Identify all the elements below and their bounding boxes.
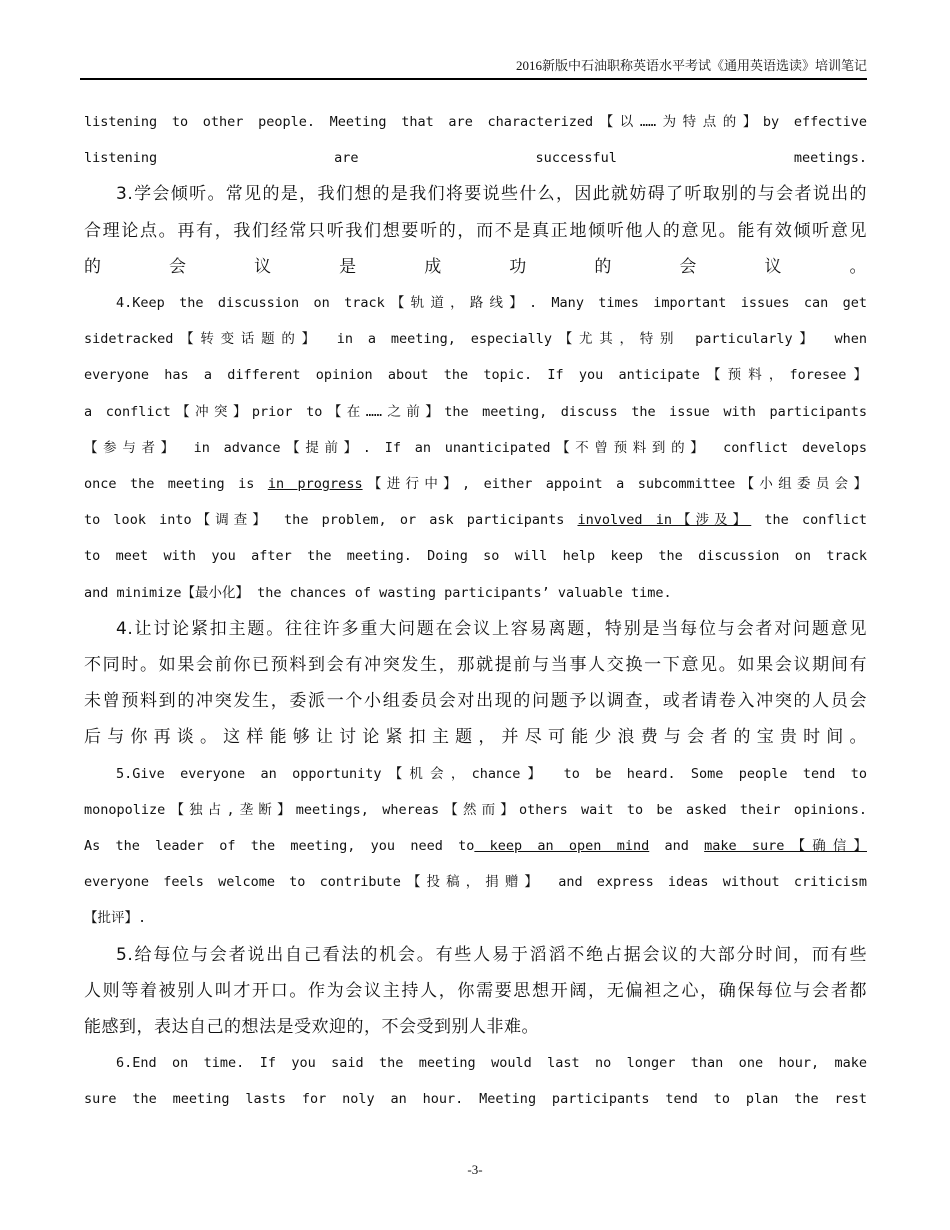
text-line: everyone has a different opinion about the topic. If you anticipate【预料，foresee】 xyxy=(84,367,867,384)
text-line: 4.让讨论紧扣主题。往往许多重大问题在会议上容易离题，特别是当每位与会者对问题意见 xyxy=(116,618,867,639)
paragraph-zh-5 xyxy=(84,937,867,1046)
text-line: listening are successful meetings. xyxy=(84,150,867,167)
text-line xyxy=(84,502,867,538)
document-body xyxy=(84,104,867,1118)
text-line: 后与你再谈。这样能够让讨论紧扣主题，并尽可能少浪费与会者的宝贵时间。 xyxy=(84,727,867,748)
text-line: sidetracked【转变话题的】 in a meeting, especially【尤其，特别 particularly】 when xyxy=(84,331,867,348)
paragraph-zh-3 xyxy=(84,176,867,285)
text-line: 不同时。如果会前你已预料到会有冲突发生，那就提前与当事人交换一下意见。如果会议期间有 xyxy=(84,655,867,676)
text-line: 5.Give everyone an opportunity【机会，chance】 to be heard. Some people tend to xyxy=(116,765,867,782)
text-segment: and xyxy=(649,838,705,855)
paragraph-en-6 xyxy=(84,1045,867,1117)
paragraph-zh-4 xyxy=(84,611,867,756)
page-number: -3- xyxy=(467,1162,483,1177)
text-line: sure the meeting lasts for noly an hour. Meeting participants tend to plan the rest xyxy=(84,1091,867,1108)
text-segment: As the leader of the meeting, you need to xyxy=(84,838,475,855)
text-line: 合理论点。再有，我们经常只听我们想要听的，而不是真正地倾听他人的意见。能有效倾听意见 xyxy=(84,220,867,241)
underlined-phrase: make sure【确信】 xyxy=(704,838,867,855)
text-segment: 【进行中】, either appoint a subcommittee【小组委员会】 xyxy=(362,476,867,493)
text-line: to meet with you after the meeting. Doing so will help keep the discussion on track xyxy=(84,548,867,565)
text-line xyxy=(84,828,867,864)
text-line: 4.Keep the discussion on track【轨道，路线】. Many times important issues can get xyxy=(116,295,867,312)
header-title: 2016新版中石油职称英语水平考试《通用英语选读》培训笔记 xyxy=(515,58,867,73)
text-line: 人则等着被别人叫才开口。作为会议主持人，你需要思想开阔，无偏袒之心，确保每位与会者都 xyxy=(84,980,867,1001)
text-segment: the conflict xyxy=(751,512,868,529)
text-line: 【批评】. xyxy=(84,910,147,927)
text-segment: to look into【调查】 the problem, or ask participants xyxy=(84,512,578,529)
text-line: a conflict【冲突】prior to【在……之前】the meeting, discuss the issue with participants xyxy=(84,403,867,420)
text-line xyxy=(84,466,867,502)
text-line: 6.End on time. If you said the meeting would last no longer than one hour, make xyxy=(116,1055,867,1072)
paragraph-en-4 xyxy=(84,285,867,611)
text-line: monopolize【独占,垄断】meetings, whereas【然而】others wait to be asked their opinions. xyxy=(84,801,867,818)
paragraph-en-1 xyxy=(84,104,867,176)
paragraph-en-5 xyxy=(84,756,867,937)
page-header xyxy=(80,56,867,80)
text-line: and minimize【最小化】 the chances of wasting participants’ valuable time. xyxy=(84,584,672,601)
text-segment: once the meeting is xyxy=(84,476,268,493)
underlined-phrase: in progress xyxy=(267,476,363,493)
text-line: everyone feels welcome to contribute【投稿，捐赠】 and express ideas without criticism xyxy=(84,874,867,891)
underlined-phrase: involved in【涉及】 xyxy=(577,512,752,529)
text-line: 的会议是成功的会议。 xyxy=(84,256,867,277)
text-line: 未曾预料到的冲突发生，委派一个小组委员会对出现的问题予以调查，或者请卷入冲突的人员会 xyxy=(84,691,867,712)
text-line: 5.给每位与会者说出自己看法的机会。有些人易于滔滔不绝占据会议的大部分时间，而有些 xyxy=(116,944,867,965)
text-line: 能感到，表达自己的想法是受欢迎的，不会受到别人非难。 xyxy=(84,1017,539,1038)
text-line: listening to other people. Meeting that are characterized【以……为特点的】by effective xyxy=(84,114,867,130)
text-line: 3.学会倾听。常见的是，我们想的是我们将要说些什么，因此就妨碍了听取别的与会者说出的 xyxy=(116,184,867,205)
underlined-phrase: keep an open mind xyxy=(474,838,650,855)
text-line: 【参与者】 in advance【提前】. If an unanticipated【不曾预料到的】 conflict develops xyxy=(84,439,867,456)
